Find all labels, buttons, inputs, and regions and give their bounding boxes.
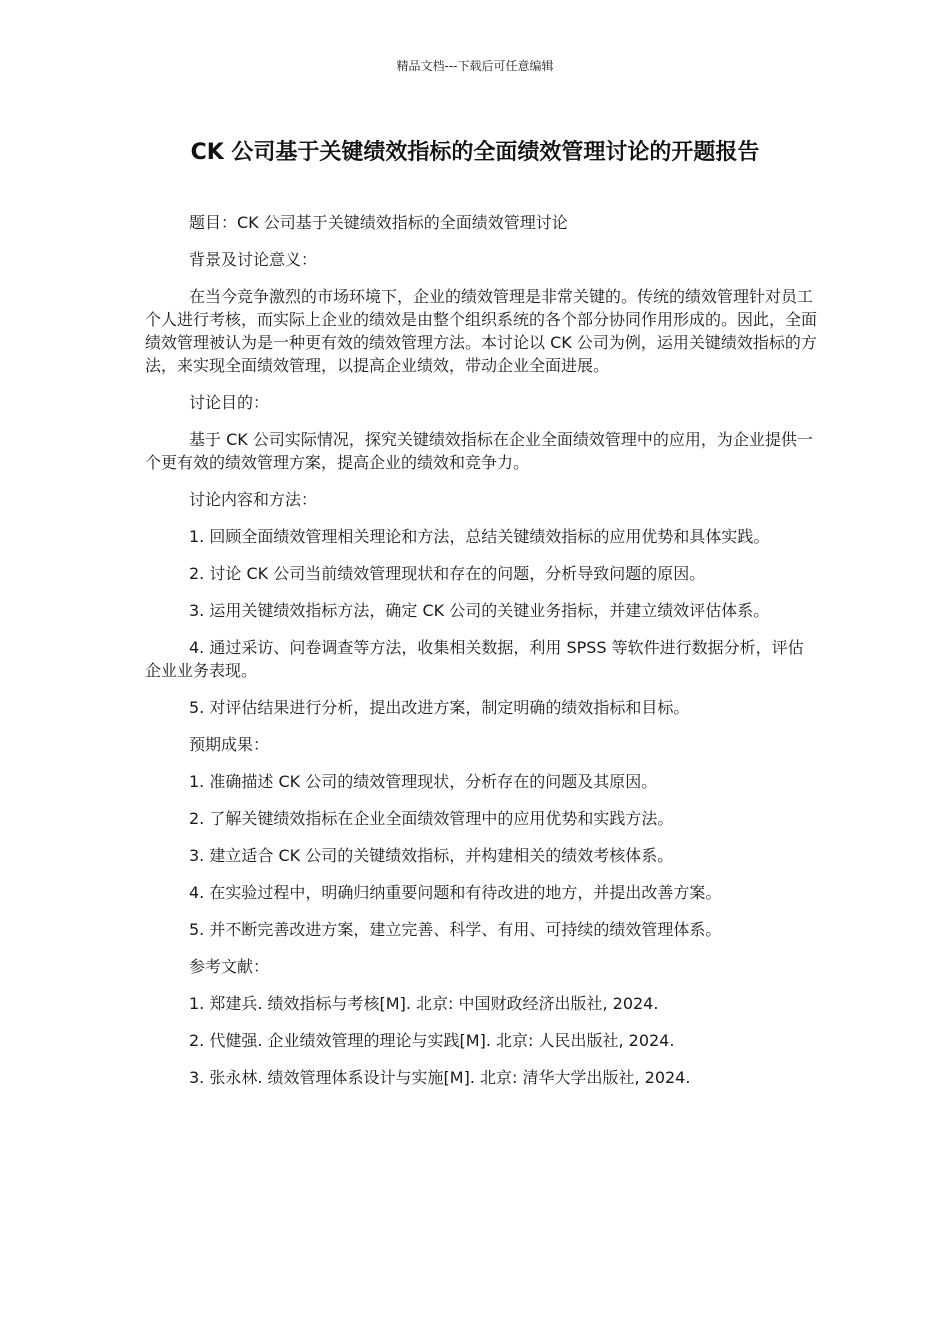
reference-item: 3. 张永林. 绩效管理体系设计与实施[M]. 北京: 清华大学出版社, 2024.: [189, 1068, 691, 1087]
outcomes-item: 1. 准确描述 CK 公司的绩效管理现状，分析存在的问题及其原因。: [189, 772, 658, 791]
document-title: CK 公司基于关键绩效指标的全面绩效管理讨论的开题报告: [190, 140, 760, 165]
background-paragraph: 在当今竞争激烈的市场环境下，企业的绩效管理是非常关键的。传统的绩效管理针对员工个人进行考核，而实际上企业的绩效是由整个组织系统的各个部分协同作用形成的。因此，全面绩效管理被认为是一种更有效的绩效管理方法。本讨论以 CK 公司为例，运用关键绩效指标的方法，来实现全面绩效管理，以提高企业绩效，带动企业全面进展。: [145, 287, 818, 375]
methods-item: 4. 通过采访、问卷调查等方法，收集相关数据，利用 SPSS 等软件进行数据分析，评估企业业务表现。: [145, 638, 804, 680]
reference-item: 2. 代健强. 企业绩效管理的理论与实践[M]. 北京: 人民出版社, 2024.: [189, 1031, 675, 1050]
topic-line: 题目：CK 公司基于关键绩效指标的全面绩效管理讨论: [189, 213, 568, 232]
purpose-heading: 讨论目的：: [189, 393, 270, 412]
outcomes-item: 5. 并不断完善改进方案，建立完善、科学、有用、可持续的绩效管理体系。: [189, 920, 722, 939]
outcomes-item: 4. 在实验过程中，明确归纳重要问题和有待改进的地方，并提出改善方案。: [189, 883, 722, 902]
outcomes-heading: 预期成果：: [189, 735, 270, 754]
purpose-paragraph: 基于 CK 公司实际情况，探究关键绩效指标在企业全面绩效管理中的应用，为企业提供一个更有效的绩效管理方案，提高企业的绩效和竞争力。: [145, 430, 813, 472]
document-body: [145, 211, 817, 1103]
methods-item: 5. 对评估结果进行分析，提出改进方案，制定明确的绩效指标和目标。: [189, 698, 690, 717]
outcomes-item: 2. 了解关键绩效指标在企业全面绩效管理中的应用优势和实践方法。: [189, 809, 674, 828]
background-heading: 背景及讨论意义：: [189, 250, 318, 269]
methods-heading: 讨论内容和方法：: [189, 490, 318, 509]
methods-item: 1. 回顾全面绩效管理相关理论和方法，总结关键绩效指标的应用优势和具体实践。: [189, 527, 770, 546]
methods-item: 3. 运用关键绩效指标方法，确定 CK 公司的关键业务指标，并建立绩效评估体系。: [189, 601, 770, 620]
methods-item: 2. 讨论 CK 公司当前绩效管理现状和存在的问题，分析导致问题的原因。: [189, 564, 706, 583]
reference-item: 1. 郑建兵. 绩效指标与考核[M]. 北京: 中国财政经济出版社, 2024.: [189, 994, 659, 1013]
outcomes-item: 3. 建立适合 CK 公司的关键绩效指标，并构建相关的绩效考核体系。: [189, 846, 674, 865]
references-heading: 参考文献：: [189, 957, 270, 976]
page-header-note: 精品文档---下载后可任意编辑: [396, 59, 554, 73]
